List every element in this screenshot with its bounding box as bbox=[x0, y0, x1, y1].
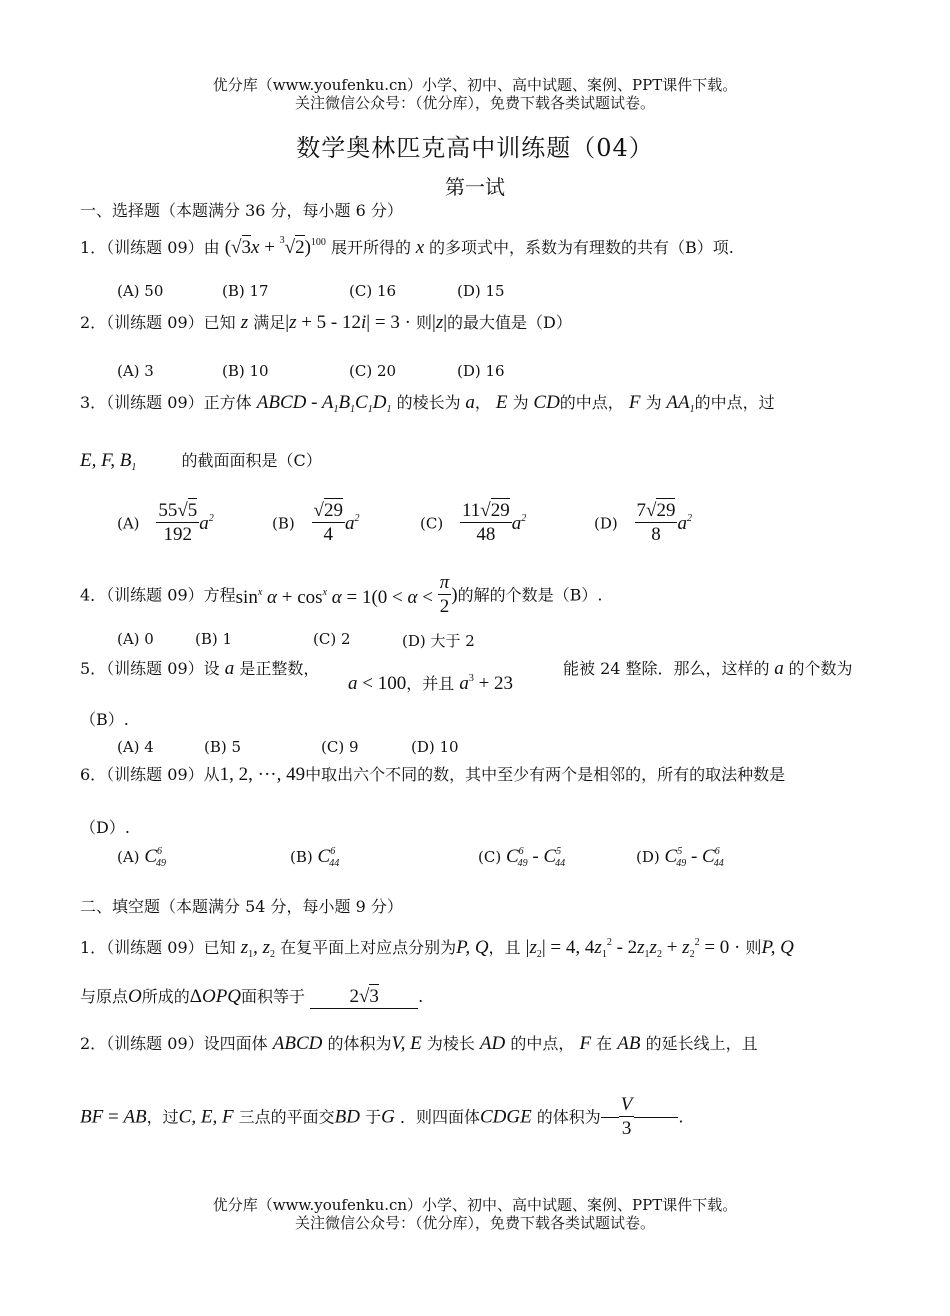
s2-q2-answer: $\frac{V}{3}$ bbox=[620, 1094, 633, 1139]
q6-option-a-label: (A) bbox=[117, 848, 140, 866]
q1-option-b: (B) 17 bbox=[222, 282, 269, 300]
section2-heading: 二、填空题（本题满分 54 分，每小题 9 分） bbox=[80, 897, 403, 916]
s2-q2-prefix: 2．（训练题 09）设四面体 bbox=[80, 1034, 268, 1053]
q6-option-d-label: (D) bbox=[636, 848, 660, 866]
q3-cd: CD bbox=[528, 392, 560, 413]
q6-prefix: 6．（训练题 09）从 bbox=[80, 765, 220, 784]
q5-option-b: (B) 5 bbox=[204, 738, 242, 756]
q4-option-d: (D) 大于 2 bbox=[402, 632, 475, 650]
q3-option-c-value: $\frac{11√29}{48}$ bbox=[461, 500, 510, 545]
q2-option-a: (A) 3 bbox=[117, 362, 154, 380]
q5-line-2: （B）. bbox=[80, 710, 129, 729]
q6-option-d bbox=[636, 846, 724, 869]
q2-abs-z: |z| bbox=[432, 312, 448, 333]
s2-q2-text-2: 为棱长 bbox=[426, 1034, 475, 1053]
s2-q2 bbox=[80, 1033, 758, 1055]
q5-option-c: (C) 9 bbox=[321, 738, 359, 756]
s2-q1-prefix: 1．（训练题 09）已知 bbox=[80, 938, 236, 957]
q5-text-2: ，并且 bbox=[406, 674, 455, 693]
s2-q2-f: F bbox=[579, 1033, 592, 1054]
s2-q2-abcd: ABCD bbox=[272, 1033, 323, 1054]
q5-option-d: (D) 10 bbox=[411, 738, 459, 756]
q6-option-c bbox=[478, 846, 565, 869]
q3-points: E, F, $B_1$ bbox=[80, 450, 137, 473]
s2-q2-ad: AD bbox=[479, 1033, 506, 1054]
s2-q2-text-4: 在 bbox=[596, 1034, 613, 1053]
s2-q1-text-2: ，且 bbox=[488, 938, 521, 957]
q4-option-a: (A) 0 bbox=[117, 630, 154, 648]
section1-heading: 一、选择题（本题满分 36 分，每小题 6 分） bbox=[80, 201, 403, 220]
q6-option-a-value: $C^6_{49}$ bbox=[144, 846, 167, 869]
q1-option-a: (A) 50 bbox=[117, 282, 164, 300]
q3: 3．（训练题 09）正方体 ABCD - $A_1B_1C_1D_1$ 的棱长为 a， E 为 CD的中点， F 为 $AA_1$的中点，过 bbox=[80, 392, 775, 415]
q6-option-c-value: $C^6_{49} - C^5_{44}$ bbox=[505, 846, 566, 869]
q1-var-x: x bbox=[411, 237, 429, 258]
q3-option-c-label: (C) bbox=[420, 514, 444, 533]
s2-q2-text-3: 的中点， bbox=[510, 1034, 575, 1053]
q6-option-b bbox=[290, 846, 339, 869]
q3-text-4: 为 bbox=[645, 393, 662, 412]
q1-text: 展开所得的 bbox=[331, 238, 412, 257]
q2-text-3: 的最大值是（D） bbox=[447, 313, 572, 332]
q2-option-d: (D) 16 bbox=[457, 362, 505, 380]
s2-q2-line-2b: 三点的平面交 bbox=[238, 1107, 335, 1127]
s2-q2-cef: C, E, F bbox=[178, 1106, 234, 1128]
q5-inequality: a < 100 bbox=[348, 673, 407, 694]
s2-q1 bbox=[80, 932, 794, 966]
q5-text-3: 能被 24 整除．那么，这样的 bbox=[563, 659, 770, 678]
q3-option-b-label: (B) bbox=[272, 514, 295, 533]
q6-option-b-label: (B) bbox=[290, 848, 313, 866]
q5-expr: $a^3 + 23$ bbox=[459, 673, 514, 694]
q2-text: 满足 bbox=[253, 313, 286, 332]
q3-aa1: $AA_1$ bbox=[661, 392, 695, 415]
q1-option-c: (C) 16 bbox=[349, 282, 397, 300]
q2-option-c: (C) 20 bbox=[349, 362, 397, 380]
q2-condition: |z + 5 - 12i| = 3 · bbox=[285, 312, 411, 333]
s2-q2-text-1: 的体积为 bbox=[327, 1034, 392, 1053]
q3-option-d-label: (D) bbox=[594, 514, 618, 533]
q4: 4．（训练题 09）方程$\sin^x \alpha + \cos^x \alpha = 1(0 < \alpha$ < $\frac{\pi}{2}$ )的解的个数是（B）. bbox=[80, 572, 603, 617]
s2-q2-line-2a: ，过 bbox=[146, 1107, 179, 1127]
q5-option-a: (A) 4 bbox=[117, 738, 154, 756]
q2-prefix: 2．（训练题 09）已知 bbox=[80, 313, 236, 332]
q3-text-5: 的中点，过 bbox=[694, 393, 775, 412]
s2-q1-text-1: 在复平面上对应点分别为 bbox=[280, 938, 457, 957]
q4-equation: $\sin^x \alpha + \cos^x \alpha = 1(0 < \alpha$ < bbox=[235, 587, 438, 608]
q3-option-a: (A) $\frac{55√5}{192}$ $a^2$ bbox=[117, 500, 214, 545]
s2-q1-triangle: ΔOPQ bbox=[189, 986, 242, 1007]
q4-option-c: (C) 2 bbox=[313, 630, 351, 648]
s2-q1-pq-2: P, Q bbox=[761, 937, 794, 958]
q6-option-c-label: (C) bbox=[478, 848, 502, 866]
q3-option-b: (B) $\frac{√29}{4}$ $a^2$ bbox=[272, 500, 360, 545]
q5-tail bbox=[563, 658, 853, 680]
header-line-2: 关注微信公众号：（优分库），免费下载各类试题试卷。 bbox=[294, 94, 655, 112]
q1 bbox=[80, 230, 734, 259]
q2-text-2: 则 bbox=[416, 313, 433, 332]
q3-text-1: 的棱长为 bbox=[396, 393, 461, 412]
q3-option-b-value: $\frac{√29}{4}$ bbox=[313, 500, 343, 545]
q6-option-b-value: $C^6_{44}$ bbox=[317, 846, 340, 869]
s2-q1-text-3: 则 bbox=[745, 938, 762, 957]
s2-q1-origin: O bbox=[128, 986, 142, 1007]
s2-q2-line-2e: 的体积为 bbox=[536, 1107, 601, 1127]
q3-var-e: E bbox=[495, 392, 508, 413]
q3-text-2: 为 bbox=[512, 393, 529, 412]
s2-q2-g: G bbox=[381, 1106, 395, 1128]
q3-var-a: a bbox=[460, 392, 475, 413]
q1-option-d: (D) 15 bbox=[457, 282, 505, 300]
q3-text-3: 的中点， bbox=[559, 393, 624, 412]
q5-text-4: 的个数为 bbox=[788, 659, 853, 678]
q2-var-z: z bbox=[240, 312, 249, 333]
q3-option-d: (D) $\frac{7√29}{8}$ $a^2$ bbox=[594, 500, 692, 545]
s2-q2-ab: AB bbox=[617, 1033, 641, 1054]
q3-line-2-text: 的截面面积是（C） bbox=[181, 451, 322, 470]
q5-prefix: 5．（训练题 09）设 bbox=[80, 659, 220, 678]
s2-q2-ve: V, E bbox=[391, 1033, 422, 1054]
q2 bbox=[80, 312, 572, 334]
s2-q1-vars: $z_1$, $z_2$ bbox=[240, 937, 276, 960]
s2-q2-bf: BF = AB bbox=[80, 1106, 147, 1128]
s2-q1-line-2c: 面积等于 bbox=[241, 987, 306, 1006]
q6-text: 中取出六个不同的数，其中至少有两个是相邻的，所有的取法种数是 bbox=[305, 765, 786, 784]
s2-q1-line-2a: 与原点 bbox=[80, 987, 129, 1006]
q4-option-b: (B) 1 bbox=[195, 630, 233, 648]
q5-cond bbox=[348, 668, 513, 695]
q4-prefix: 4．（训练题 09）方程 bbox=[80, 585, 236, 605]
q3-option-d-value: $\frac{7√29}{8}$ bbox=[636, 500, 676, 545]
q3-prefix: 3．（训练题 09）正方体 bbox=[80, 393, 252, 412]
s2-q2-text-5: 的延长线上，且 bbox=[645, 1034, 758, 1053]
s2-q1-pq: P, Q bbox=[456, 937, 489, 958]
q5 bbox=[80, 658, 319, 680]
q5-var-a-2: a bbox=[769, 658, 789, 679]
q1-expression: $(√3x + ^3√2)^{100}$ bbox=[224, 235, 326, 258]
q1-prefix: 1．（训练题 09）由 bbox=[80, 238, 220, 257]
q5-text-1: 是正整数， bbox=[239, 659, 320, 678]
footer-line-2: 关注微信公众号：（优分库），免费下载各类试题试卷。 bbox=[294, 1214, 655, 1232]
s2-q2-line-2d: ．则四面体 bbox=[399, 1107, 480, 1127]
q6-option-d-value: $C^5_{49} - C^6_{44}$ bbox=[664, 846, 724, 869]
q5-var-a: a bbox=[224, 658, 235, 679]
s2-q1-line-2: 与原点O所成的ΔOPQ面积等于 2√3 . bbox=[80, 986, 424, 1007]
q3-line-2 bbox=[80, 450, 322, 479]
q2-option-b: (B) 10 bbox=[222, 362, 269, 380]
s2-q1-line-2b: 所成的 bbox=[141, 987, 190, 1006]
q4-pi-half: $\frac{\pi}{2}$ bbox=[439, 572, 450, 617]
q3-option-a-value: $\frac{55√5}{192}$ bbox=[158, 500, 198, 545]
s2-q2-line-2: BF = AB，过C, E, F 三点的平面交BD 于G ．则四面体CDGE 的体积为 $\frac{V}{3}$ . bbox=[80, 1094, 684, 1139]
q1-text-2: 的多项式中，系数为有理数的共有（B）项. bbox=[428, 238, 734, 257]
q3-option-c: (C) $\frac{11√29}{48}$ $a^2$ bbox=[420, 500, 527, 545]
s2-q1-answer: 2√3 bbox=[310, 986, 418, 1009]
footer-line-1: 优分库（www.youfenku.cn）小学、初中、高中试题、案例、PPT课件下载。 bbox=[212, 1196, 738, 1214]
q3-cube: ABCD - $A_1B_1C_1D_1$ bbox=[256, 392, 392, 415]
q4-text: 的解的个数是（B）. bbox=[457, 585, 603, 605]
q6 bbox=[80, 764, 785, 786]
page-title: 数学奥林匹克高中训练题（04） bbox=[296, 134, 654, 162]
q6-line-2: （D）. bbox=[80, 818, 130, 837]
s2-q2-bd: BD bbox=[334, 1106, 360, 1128]
q6-set: 1, 2, ···, 49 bbox=[219, 764, 306, 785]
q6-option-a bbox=[117, 846, 166, 869]
page-subtitle: 第一试 bbox=[445, 175, 505, 199]
s2-q2-cdge: CDGE bbox=[479, 1106, 532, 1128]
q3-var-f: F bbox=[628, 392, 641, 413]
header-line-1: 优分库（www.youfenku.cn）小学、初中、高中试题、案例、PPT课件下载。 bbox=[212, 76, 738, 94]
q3-option-a-label: (A) bbox=[117, 514, 140, 533]
s2-q1-condition: $|z_2| = 4$, $4z_1^2 - 2z_1z_2 + z_2^2 = 0$ · bbox=[525, 937, 741, 960]
s2-q2-line-2c: 于 bbox=[365, 1107, 382, 1127]
